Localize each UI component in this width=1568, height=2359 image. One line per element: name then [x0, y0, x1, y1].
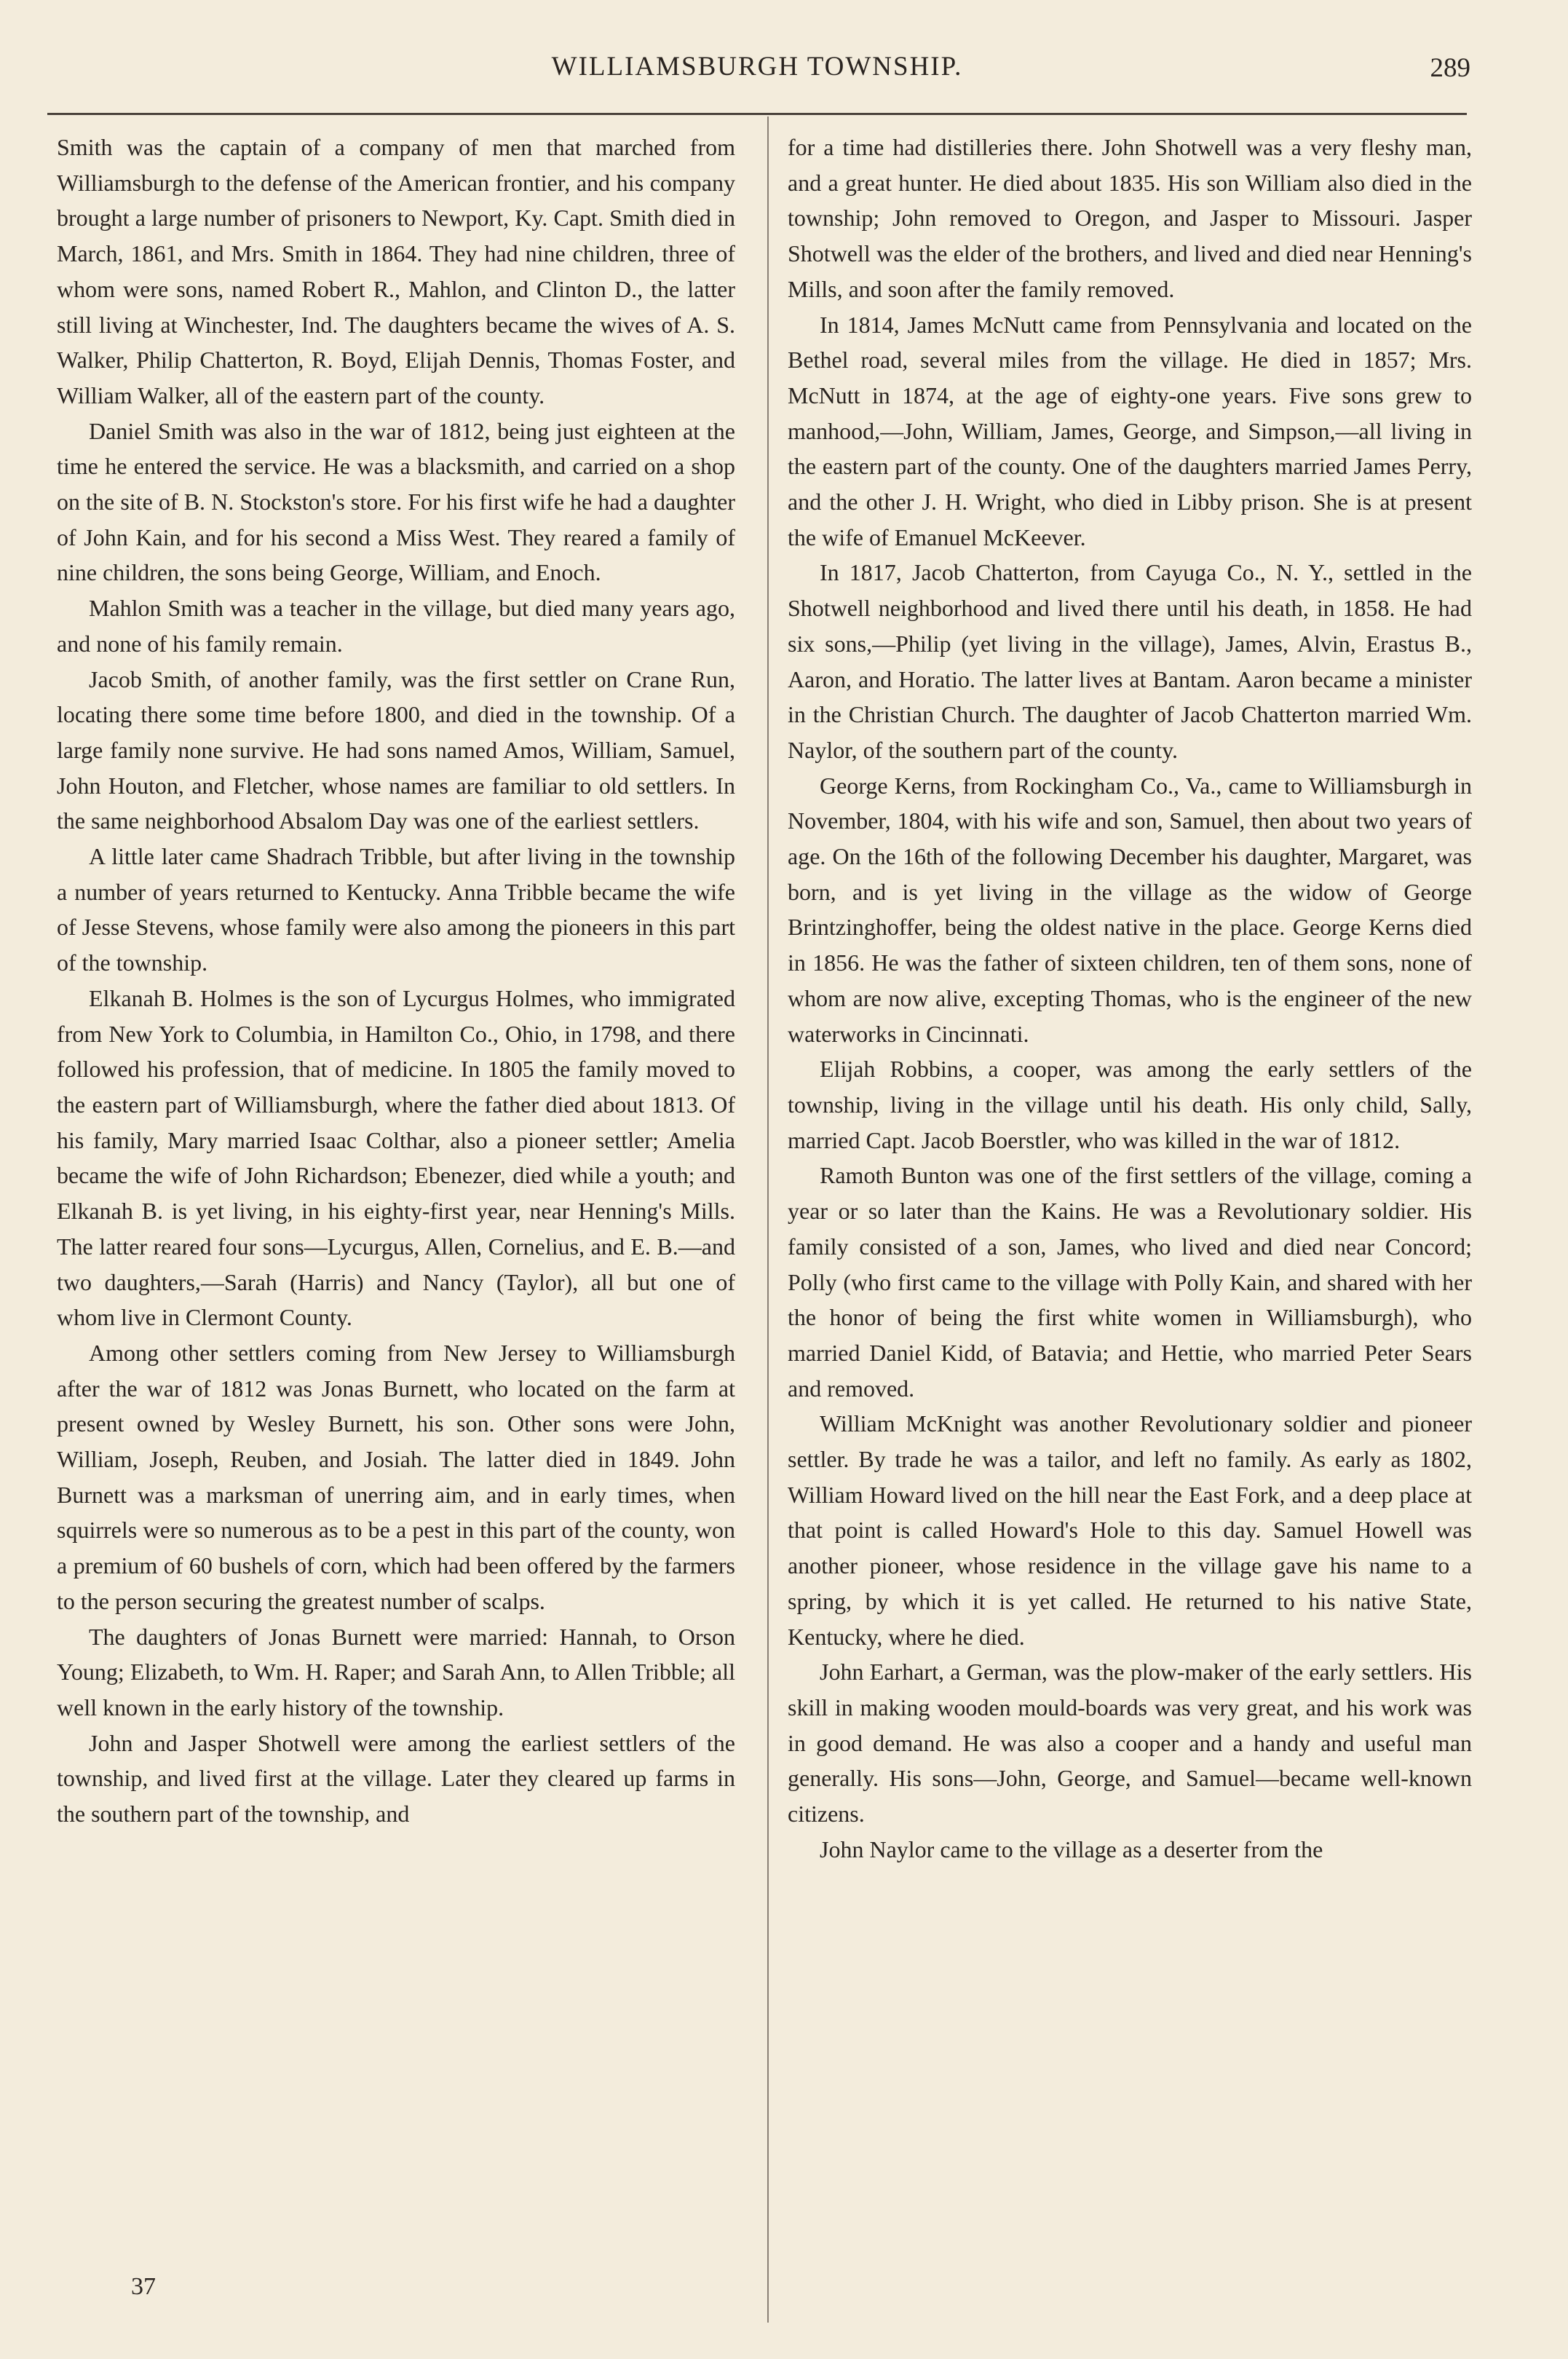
running-title: WILLIAMSBURGH TOWNSHIP.: [551, 52, 963, 82]
paragraph: Daniel Smith was also in the war of 1812, being just eighteen at the time he entered the service. He was a blacksmith, and carried on a shop on the site of B. N. Stockston's store. For his first wife he had a daughter of John Kain, and for his second a Miss West. They reared a family of nine children, the sons being George, William, and Enoch.: [57, 417, 735, 586]
right-column: [788, 130, 1472, 1867]
paragraph: John Naylor came to the village as a deserter from the: [820, 1836, 1323, 1862]
column-divider: [767, 116, 769, 2323]
paragraph: In 1817, Jacob Chatterton, from Cayuga Co., N. Y., settled in the Shotwell neighborhood and lived there until his death, in 1858. He had six sons,—Philip (yet living in the village), James, Alvin, Erastus B., Aaron, and Horatio. The latter lives at Bantam. Aaron became a minister in the Christian Church. The daughter of Jacob Chatterton married Wm. Naylor, of the southern part of the county.: [788, 559, 1472, 763]
signature-mark: 37: [131, 2273, 156, 2300]
paragraph: A little later came Shadrach Tribble, but after living in the township a number of years returned to Kentucky. Anna Tribble became the wife of Jesse Stevens, whose family were also among the pioneers in this part of the township.: [57, 843, 735, 976]
paragraph: George Kerns, from Rockingham Co., Va., came to Williamsburgh in November, 1804, with his wife and son, Samuel, then about two years of age. On the 16th of the following December his daughter, Margaret, was born, and is yet living in the village as the widow of George Brintzinghoffer, being the oldest native in the place. George Kerns died in 1856. He was the father of sixteen children, ten of them sons, none of whom are now alive, excepting Thomas, who is the engineer of the new waterworks in Cincinnati.: [788, 772, 1472, 1047]
paragraph: Elijah Robbins, a cooper, was among the early settlers of the township, living in the village until his death. His only child, Sally, married Capt. Jacob Boerstler, who was killed in the war of 1812.: [788, 1056, 1472, 1153]
paragraph: William McKnight was another Revolutionary soldier and pioneer settler. By trade he was a tailor, and left no family. As early as 1802, William Howard lived on the hill near the East Fork, and a deep place at that point is called Howard's Hole to this day. Samuel Howell was another pioneer, whose residence in the village gave his name to a spring, by which it is yet called. He returned to his native State, Kentucky, where he died.: [788, 1410, 1472, 1650]
paragraph: Jacob Smith, of another family, was the first settler on Crane Run, locating there some time before 1800, and died in the township. Of a large family none survive. He had sons named Amos, William, Samuel, John Houton, and Fletcher, whose names are familiar to old settlers. In the same neighborhood Absalom Day was one of the earliest settlers.: [57, 665, 735, 834]
header-rule: [47, 113, 1467, 115]
paragraph: The daughters of Jonas Burnett were married: Hannah, to Orson Young; Elizabeth, to Wm. H. Raper; and Sarah Ann, to Allen Tribble; all well known in the early history of the township.: [57, 1623, 735, 1720]
paragraph: Elkanah B. Holmes is the son of Lycurgus Holmes, who immigrated from New York to Columbia, in Hamilton Co., Ohio, in 1798, and there followed his profession, that of medicine. In 1805 the family moved to the eastern part of Williamsburgh, where the father died about 1813. Of his family, Mary married Isaac Colthar, also a pioneer settler; Amelia became the wife of John Richardson; Ebenezer, died while a youth; and Elkanah B. is yet living, in his eighty-first year, near Henning's Mills. The latter reared four sons—Lycurgus, Allen, Cornelius, and E. B.—and two daughters,—Sarah (Harris) and Nancy (Taylor), all but one of whom live in Clermont County.: [57, 984, 735, 1331]
paragraph: In 1814, James McNutt came from Pennsylvania and located on the Bethel road, several miles from the village. He died in 1857; Mrs. McNutt in 1874, at the age of eighty-one years. Five sons grew to manhood,—John, William, James, George, and Simpson,—all living in the eastern part of the county. One of the daughters married James Perry, and the other J. H. Wright, who died in Libby prison. She is at present the wife of Emanuel McKeever.: [788, 311, 1472, 550]
left-column: [57, 130, 735, 1832]
paragraph: for a time had distilleries there. John Shotwell was a very fleshy man, and a great hunter. He died about 1835. His son William also died in the township; John removed to Oregon, and Jasper to Missouri. Jasper Shotwell was the elder of the brothers, and lived and died near Henning's Mills, and soon after the family removed.: [788, 134, 1472, 302]
page-number: 289: [1430, 53, 1470, 83]
paragraph: John Earhart, a German, was the plow-maker of the early settlers. His skill in making wooden mould-boards was very great, and his work was in good demand. He was also a cooper and a handy and useful man generally. His sons—John, George, and Samuel—became well-known citizens.: [788, 1659, 1472, 1827]
paragraph: Mahlon Smith was a teacher in the village, but died many years ago, and none of his family remain.: [57, 595, 735, 657]
page-header: [44, 51, 1470, 95]
paragraph: John and Jasper Shotwell were among the earliest settlers of the township, and lived first at the village. Later they cleared up farms in the southern part of the township, and: [57, 1729, 735, 1827]
paragraph: Among other settlers coming from New Jersey to Williamsburgh after the war of 1812 was Jonas Burnett, who located on the farm at present owned by Wesley Burnett, his son. Other sons were John, William, Joseph, Reuben, and Josiah. The latter died in 1849. John Burnett was a marksman of unerring aim, and in early times, when squirrels were so numerous as to be a pest in this part of the county, won a premium of 60 bushels of corn, which had been offered by the farmers to the person securing the greatest number of scalps.: [57, 1339, 735, 1614]
paragraph: Smith was the captain of a company of men that marched from Williamsburgh to the defense of the American frontier, and his company brought a large number of prisoners to Newport, Ky. Capt. Smith died in March, 1861, and Mrs. Smith in 1864. They had nine children, three of whom were sons, named Robert R., Mahlon, and Clinton D., the latter still living at Winchester, Ind. The daughters became the wives of A. S. Walker, Philip Chatterton, R. Boyd, Elijah Dennis, Thomas Foster, and William Walker, all of the eastern part of the county.: [57, 134, 735, 408]
paragraph: Ramoth Bunton was one of the first settlers of the village, coming a year or so later than the Kains. He was a Revolutionary soldier. His family consisted of a son, James, who lived and died near Concord; Polly (who first came to the village with Polly Kain, and shared with her the honor of being the first white women in Williamsburgh), who married Daniel Kidd, of Batavia; and Hettie, who married Peter Sears and removed.: [788, 1162, 1472, 1402]
